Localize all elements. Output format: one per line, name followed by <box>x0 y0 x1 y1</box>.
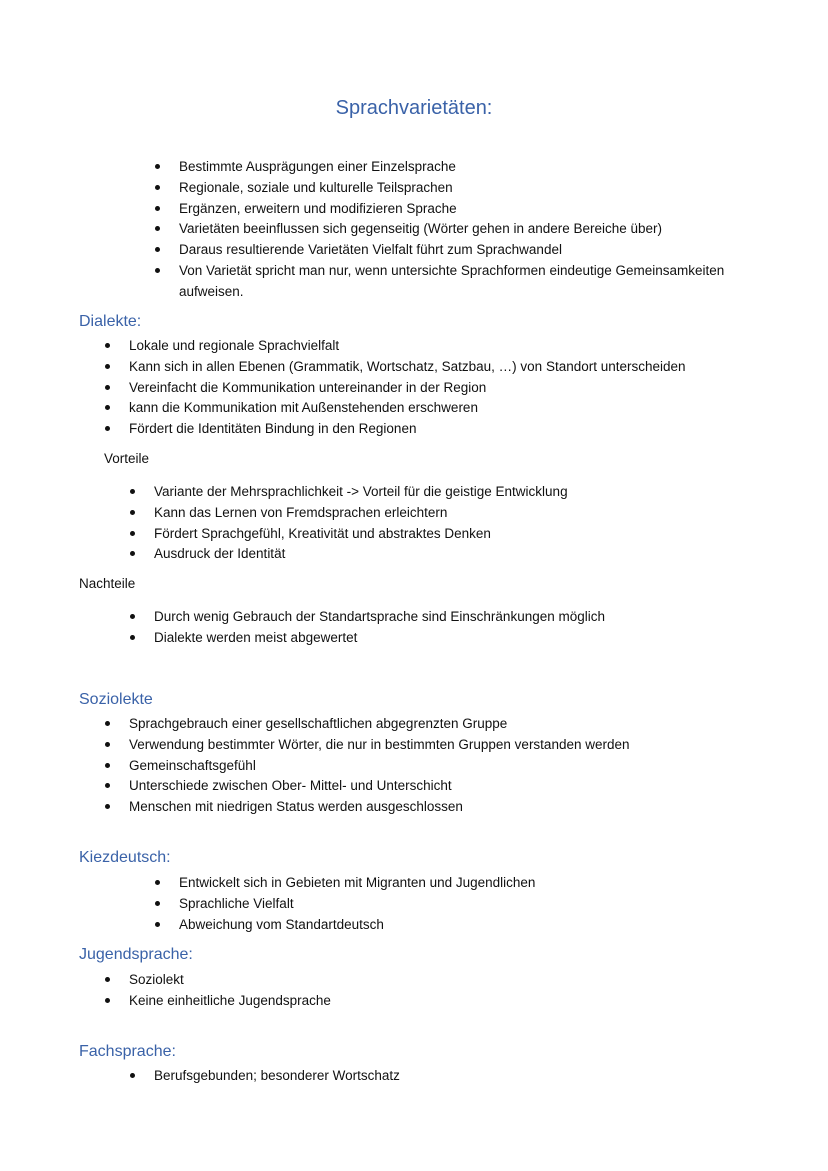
list-item <box>154 543 285 564</box>
list-item <box>179 914 384 935</box>
bullet-icon <box>155 247 160 252</box>
list-item <box>129 755 256 776</box>
bullet-icon <box>105 998 110 1003</box>
list-item-text: Sprachgebrauch einer gesellschaftlichen abgegrenzten Gruppe <box>129 716 508 731</box>
page-title: Sprachvarietäten: <box>335 97 493 119</box>
list-item <box>129 356 686 377</box>
list-item <box>129 397 478 418</box>
bullet-icon <box>130 1073 135 1078</box>
list-item <box>129 734 630 755</box>
list-item-text: Entwickelt sich in Gebieten mit Migranten und Jugendlichen <box>179 875 536 890</box>
list-item-text: Von Varietät spricht man nur, wenn untersichte Sprachformen eindeutige Gemeinsamkeiten <box>179 263 725 278</box>
list-item <box>129 796 463 817</box>
list-item-text: Daraus resultierende Varietäten Vielfalt führt zum Sprachwandel <box>179 242 562 258</box>
list-item <box>179 218 662 239</box>
list-item <box>129 418 416 439</box>
list-item <box>129 990 331 1011</box>
list-item-text: Kann das Lernen von Fremdsprachen erleichtern <box>154 504 448 520</box>
bullet-icon <box>105 742 110 747</box>
list-item-text: Varietäten beeinflussen sich gegenseitig (Wörter gehen in andere Bereiche über) <box>179 221 663 237</box>
bullet-icon <box>130 489 135 494</box>
list-item-text: Fördert die Identitäten Bindung in den Regionen <box>129 421 417 437</box>
list-item-text: Fördert Sprachgefühl, Kreativität und abstraktes Denken <box>154 525 491 541</box>
bullet-icon <box>155 164 160 169</box>
bullet-icon <box>130 614 135 619</box>
list-item-text: Abweichung vom Standartdeutsch <box>179 916 384 932</box>
section-heading: Kiezdeutsch: <box>79 849 171 866</box>
list-item-text: Durch wenig Gebrauch der Standartsprache sind Einschränkungen möglich <box>154 609 606 624</box>
list-item <box>129 775 452 796</box>
list-item <box>154 481 568 502</box>
list-item <box>154 523 491 544</box>
section-heading: Dialekte: <box>79 313 142 330</box>
list-item <box>179 893 294 914</box>
list-item <box>154 606 605 627</box>
list-item-text: Menschen mit niedrigen Status werden ausgeschlossen <box>129 799 463 815</box>
list-item-text: kann die Kommunikation mit Außenstehenden erschweren <box>129 400 478 416</box>
bullet-icon <box>130 551 135 556</box>
list-item <box>154 1065 400 1086</box>
list-item-text: Berufsgebunden; besonderer Wortschatz <box>154 1068 400 1083</box>
list-item <box>179 239 562 260</box>
bullet-icon <box>105 763 110 768</box>
list-item-text: Unterschiede zwischen Ober- Mittel- und Unterschicht <box>129 778 452 794</box>
list-item-text: Ausdruck der Identität <box>154 546 286 562</box>
bullet-icon <box>155 185 160 190</box>
list-item-text: Ergänzen, erweitern und modifizieren Sprache <box>179 200 457 216</box>
list-item-text: Gemeinschaftsgefühl <box>129 757 256 773</box>
bullet-icon <box>155 901 160 906</box>
bullet-icon <box>105 804 110 809</box>
list-item <box>179 872 535 893</box>
section-heading: Soziolekte <box>79 691 153 708</box>
section-heading: Fachsprache: <box>79 1043 176 1060</box>
list-item-text: Dialekte werden meist abgewertet <box>154 629 358 645</box>
list-item <box>179 156 456 177</box>
list-item <box>179 198 457 219</box>
bullet-icon <box>105 783 110 788</box>
list-item-text: Verwendung bestimmter Wörter, die nur in bestimmten Gruppen verstanden werden <box>129 736 630 752</box>
list-item <box>129 377 486 398</box>
bullet-icon <box>105 364 110 369</box>
list-item <box>154 502 447 523</box>
list-item-text: Sprachliche Vielfalt <box>179 895 294 911</box>
list-item-text: Soziolekt <box>129 972 184 987</box>
list-item-text: Lokale und regionale Sprachvielfalt <box>129 338 340 353</box>
bullet-icon <box>105 405 110 410</box>
bullet-icon <box>155 268 160 273</box>
bullet-icon <box>155 226 160 231</box>
bullet-icon <box>105 977 110 982</box>
bullet-icon <box>105 343 110 348</box>
list-item <box>129 335 339 356</box>
list-item <box>179 177 453 198</box>
bullet-icon <box>130 635 135 640</box>
section-heading: Jugendsprache: <box>79 946 193 963</box>
list-item-text: Vereinfacht die Kommunikation untereinander in der Region <box>129 379 487 395</box>
bullet-icon <box>155 880 160 885</box>
bullet-icon <box>105 721 110 726</box>
list-item-text: aufweisen. <box>179 283 244 299</box>
bullet-icon <box>105 385 110 390</box>
bullet-icon <box>105 426 110 431</box>
list-item-text: Regionale, soziale und kulturelle Teilsprachen <box>179 179 453 195</box>
list-item-text: Kann sich in allen Ebenen (Grammatik, Wortschatz, Satzbau, …) von Standort unterscheiden <box>129 358 686 374</box>
bullet-icon <box>130 531 135 536</box>
list-item <box>179 260 724 281</box>
bullet-icon <box>155 206 160 211</box>
list-item-text: Variante der Mehrsprachlichkeit -> Vorteil für die geistige Entwicklung <box>154 484 568 499</box>
list-item <box>129 969 184 990</box>
list-item-text: Keine einheitliche Jugendsprache <box>129 992 331 1008</box>
list-item <box>179 281 244 302</box>
bullet-icon <box>155 922 160 927</box>
section-heading: Vorteile <box>104 451 150 466</box>
list-item-text: Bestimmte Ausprägungen einer Einzelsprache <box>179 159 456 174</box>
list-item <box>129 713 507 734</box>
bullet-icon <box>130 510 135 515</box>
section-heading: Nachteile <box>79 576 136 591</box>
list-item <box>154 627 357 648</box>
